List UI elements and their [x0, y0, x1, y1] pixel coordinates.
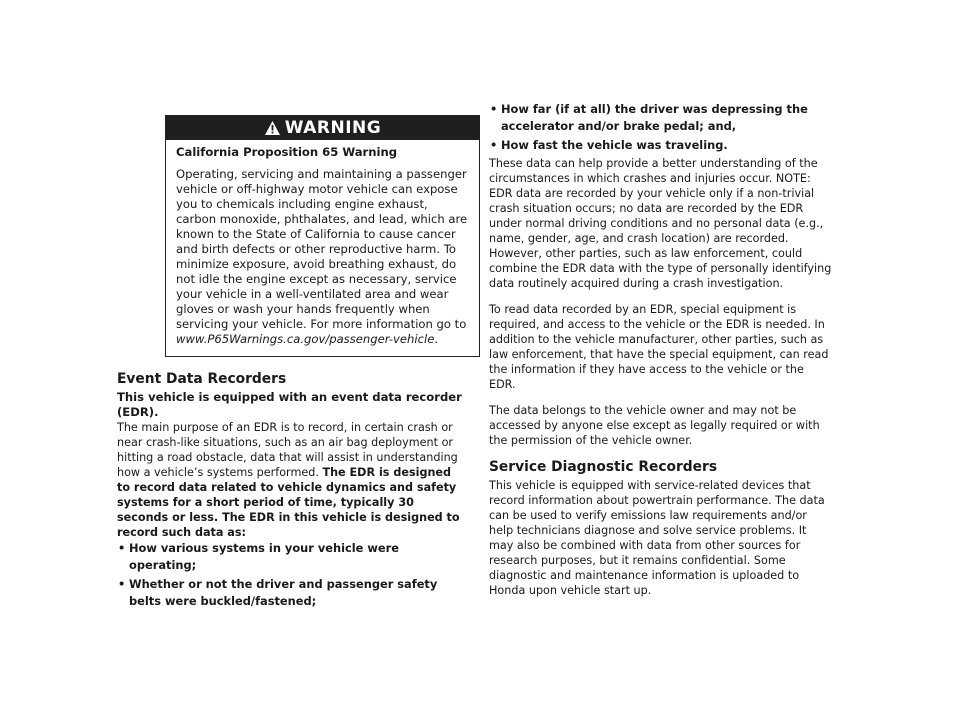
list-item: • How various systems in your vehicle were operating;: [117, 540, 465, 574]
left-column: [117, 115, 468, 612]
list-item: • How fast the vehicle was traveling.: [489, 137, 834, 154]
warning-url-suffix: .: [434, 332, 439, 346]
edr-para-2: To read data recorded by an EDR, special equipment is required, and access to the vehicle or the EDR is needed. In addition to the vehicle manufacturer, other parties, such as law enforcement, that have the special equipment, can read the information if they have access to the vehicle or the EDR.: [489, 303, 829, 391]
warning-title: California Proposition 65 Warning: [176, 145, 398, 159]
edr-intro: [117, 420, 465, 540]
warning-triangle-icon: [264, 120, 281, 136]
warning-body-text: Operating, servicing and maintaining a passenger vehicle or off-highway motor vehicle can expose you to chemicals including engine exhaust, carbon monoxide, phthalates, and lead, which are known to the State of California to cause cancer and birth defects or other reproductive harm. To minimize exposure, avoid breathing exhaust, do not idle the engine except as necessary, service your vehicle in a well-ventilated area and wear gloves or wash your hands frequently when servicing your vehicle. For more information go to: [176, 167, 468, 331]
list-item: • Whether or not the driver and passenger safety belts were buckled/fastened;: [117, 576, 465, 610]
right-column: [489, 101, 834, 598]
edr-para-3: The data belongs to the vehicle owner and may not be accessed by anyone else except as legally required or with the permission of the vehicle owner.: [489, 404, 820, 447]
edr-bullet-list-right: [489, 101, 834, 154]
prop65-warning-box: [165, 115, 480, 357]
list-item: • How far (if at all) the driver was depressing the accelerator and/or brake pedal; and,: [489, 101, 834, 135]
edr-intro-bold: The EDR is designed to record data related to vehicle dynamics and safety systems for a short period of time, typically 30 seconds or less. The EDR in this vehicle is designed to record such data as:: [117, 466, 460, 539]
warning-header-label: WARNING: [284, 118, 382, 138]
warning-body: [166, 140, 479, 356]
warning-header: [166, 116, 479, 140]
edr-heading: Event Data Recorders: [117, 371, 287, 387]
edr-bullet-list-left: [117, 540, 465, 610]
edr-intro-text: The main purpose of an EDR is to record, in certain crash or near crash-like situations, such as an air bag deployment or hitting a road obstacle, data that will assist in understanding how a vehicle’s systems performed.: [117, 421, 458, 479]
sdr-para: This vehicle is equipped with service-related devices that record information about powertrain performance. The data can be used to verify emissions law requirements and/or help technicians diagnose and solve service problems. It may also be combined with data from other sources for research purposes, but it remains confidential. Some diagnostic and maintenance information is uploaded to Honda upon vehicle start up.: [489, 479, 825, 597]
edr-para-1: These data can help provide a better understanding of the circumstances in which crashes and injuries occur. NOTE: EDR data are recorded by your vehicle only if a non-trivial crash situation occurs; no data are recorded by the EDR under normal driving conditions and no personal data (e.g., name, gender, age, and crash location) are recorded. However, other parties, such as law enforcement, could combine the EDR data with the type of personally identifying data routinely acquired during a crash investigation.: [489, 157, 832, 290]
warning-url: www.P65Warnings.ca.gov/passenger-vehicle: [176, 332, 435, 346]
sdr-heading: Service Diagnostic Recorders: [489, 459, 718, 475]
warning-text: [176, 167, 469, 347]
edr-lead: This vehicle is equipped with an event data recorder (EDR).: [117, 390, 462, 419]
